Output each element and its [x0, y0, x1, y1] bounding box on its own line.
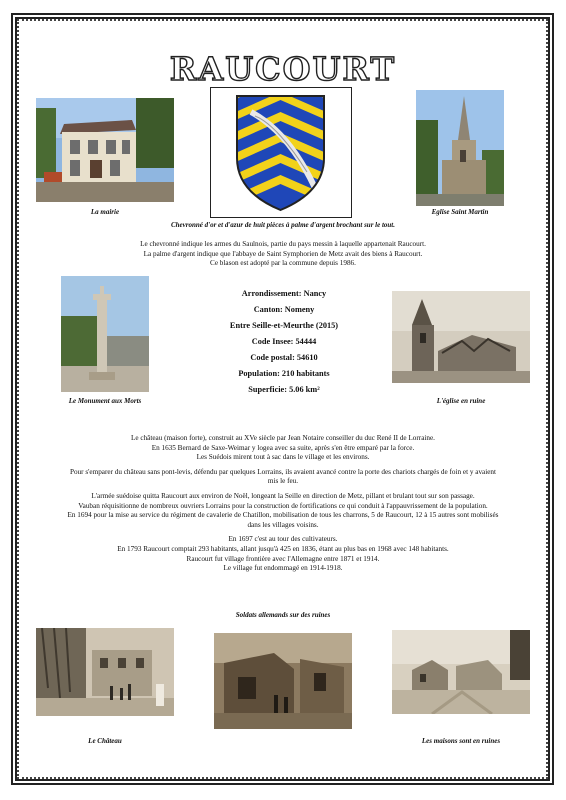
history-line: En 1694 pour la mise au service du régiment de cavalerie de Chatillon, mobilisation de tous les charrons, 5 de Raucourt, 12 à 15 autres sont mobilisés: [67, 511, 499, 520]
ruine-caption: L'église en ruine: [436, 397, 486, 405]
history-line: Pour s'emparer du château sans pont-levis, défendu par quelques Lorrains, ils avaient avancé contre la porte des chariots chargés de foin et y avaient: [69, 467, 497, 476]
monument-caption: Le Monument aux Morts: [68, 397, 142, 405]
history-line: En 1793 Raucourt comptait 293 habitants, allant jusqu'à 425 en 1836, étant au plus bas en 1968 avec 148 habitants.: [117, 544, 449, 553]
commune-info: [196, 286, 372, 398]
history-line: Les Suédois mirent tout à sac dans le village et les environs.: [196, 453, 370, 462]
eglise-caption: Eglise Saint Martin: [431, 208, 489, 216]
info-insee: Code Insee: 54444: [251, 337, 317, 346]
mairie-caption: La mairie: [90, 208, 120, 216]
blason-text: [40, 240, 526, 269]
chateau-photo: [36, 628, 174, 716]
history-line: dans les villages voisins.: [247, 520, 319, 529]
blason-frame: [210, 87, 352, 218]
info-superficie: Superficie: 5.06 km²: [248, 385, 320, 394]
blason-line: Le chevronné indique les armes du Saulnois, partie du pays messin à laquelle appartenait Raucourt.: [140, 240, 426, 248]
info-entre: Entre Seille-et-Meurthe (2015): [229, 321, 339, 330]
info-canton: Canton: Nomeny: [253, 305, 315, 314]
soldats-photo: [214, 633, 352, 729]
blason-caption: Chevronné d'or et d'azur de huit pièces à palme d'argent brochant sur le tout.: [170, 221, 396, 229]
blason-line: Ce blason est adopté par la commune depuis 1986.: [210, 259, 356, 268]
info-arrondissement: Arrondissement: Nancy: [241, 289, 327, 298]
history-line: En 1635 Bernard de Saxe-Weimar y logea avec sa suite, après s'en être emparé par la force.: [151, 443, 415, 452]
maisons-caption: Les maisons sont en ruines: [421, 737, 501, 745]
history-line: mis le feu.: [267, 477, 299, 486]
history-line: Raucourt fut village frontière avec l'Allemagne entre 1871 et 1914.: [186, 554, 380, 563]
info-population: Population: 210 habitants: [238, 369, 330, 378]
history-line: Vauban réquisitionne de nombreux ouvriers Lorrains pour la construction de fortifications ce qui conduit à l'appauvrissement de la population.: [78, 501, 488, 510]
history-line: En 1697 c'est au tour des cultivateurs.: [228, 535, 338, 544]
history-line: L'armée suédoise quitta Raucourt aux environ de Noël, longeant la Seille en direction de Metz, pillant et brulant tout sur son passage.: [91, 491, 475, 500]
history-line: Le village fut endommagé en 1914-1918.: [223, 564, 343, 573]
history-text: [36, 434, 530, 574]
history-line: Le château (maison forte), construit au XVe siècle par Jean Notaire conseiller du duc René II de Lorraine.: [131, 434, 435, 442]
blason-shield-icon: [211, 88, 350, 216]
maisons-photo: [392, 630, 530, 714]
info-postal: Code postal: 54610: [250, 353, 318, 362]
eglise-photo: [416, 90, 504, 206]
chateau-caption: Le Château: [88, 737, 122, 745]
soldats-caption: Soldats allemands sur des ruines: [235, 611, 331, 619]
page-title: RAUCOURT: [169, 50, 397, 88]
mairie-photo: [36, 98, 174, 202]
ruine-photo: [392, 291, 530, 383]
blason-line: La palme d'argent indique que l'abbaye de Saint Symphorien de Metz avait des biens à Raucourt.: [143, 249, 423, 258]
monument-photo: [61, 276, 149, 392]
